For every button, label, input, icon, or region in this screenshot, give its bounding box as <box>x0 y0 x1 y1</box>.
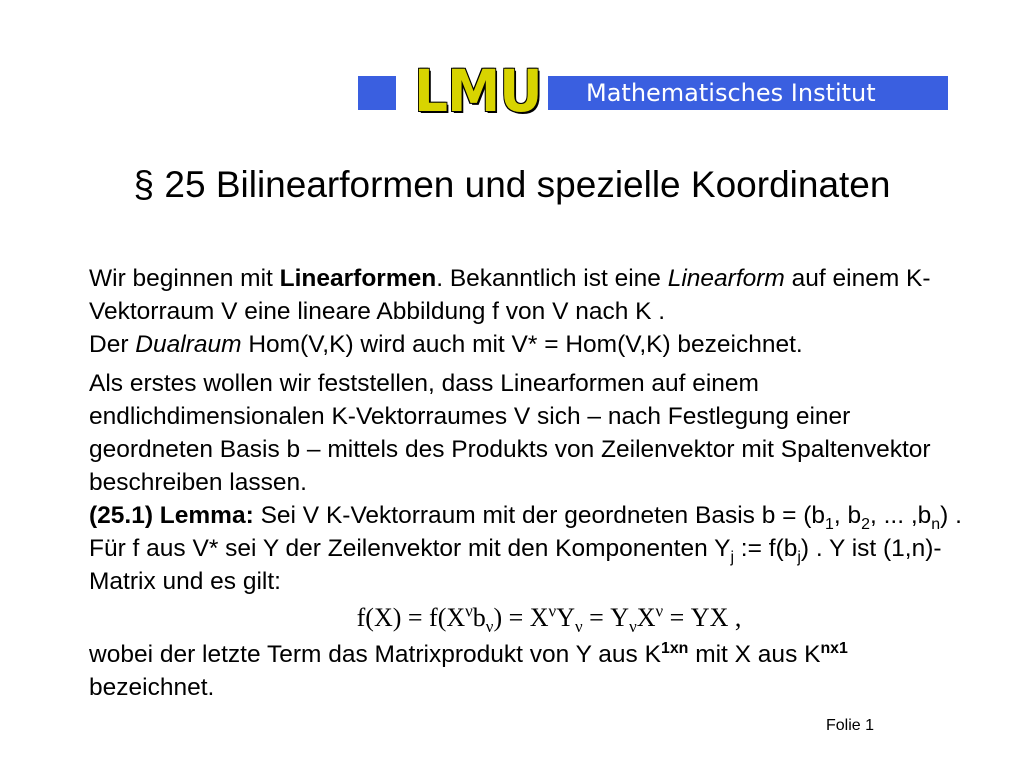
slide-body <box>89 262 969 704</box>
blue-square-decoration <box>358 76 396 110</box>
slide-title: § 25 Bilinearformen und spezielle Koordinaten <box>133 164 891 205</box>
term-linearformen: Linearformen <box>279 265 437 292</box>
term-dualraum: Dualraum <box>135 331 242 358</box>
paragraph-linearformen: Wir beginnen mit Linearformen. Bekanntlich ist eine Linearform auf einem K-Vektorraum V eine lineare Abbildung f von V nach K . Der Dualraum Hom(V,K) wird auch mit V* = Hom(V,K) bezeichnet. <box>89 265 931 358</box>
slide-number: Folie 1 <box>826 717 875 734</box>
lemma-formula: $f(X) = f(X^\nu b_\nu) = X^\nu Y_\nu = Y_\nu X^\nu$ = YX , <box>356 601 742 637</box>
paragraph-intro: Als erstes wollen wir feststellen, dass Linearformen auf einem endlichdimensionalen K-Vektorraumes V sich – nach Festlegung einer geordneten Basis b – mittels des Produkts von Zeilenvektor mit Spaltenvektor beschreiben lassen. <box>89 370 931 496</box>
slide-header <box>0 0 1024 130</box>
lemma-paragraph: (25.1) Lemma: Sei V K-Vektorraum mit der geordneten Basis $b = (b_1$, $b_2$, ... $,b_n$) . Für f aus V* sei Y der Zeilenvektor mit den Komponenten $Y_j$ := $f(b_j)$ . Y ist (1,n)-Matrix und es gilt: <box>89 502 962 595</box>
lmu-logo: LMU <box>414 57 542 125</box>
term-linearform: Linearform <box>667 265 785 292</box>
lemma-label: (25.1) Lemma: <box>89 502 254 529</box>
closing-paragraph: wobei der letzte Term das Matrixprodukt von Y aus $K^{1xn}$ mit X aus $K^{nx1}$ bezeichnet. <box>89 639 848 701</box>
institute-banner: Mathematisches Institut <box>548 76 948 110</box>
